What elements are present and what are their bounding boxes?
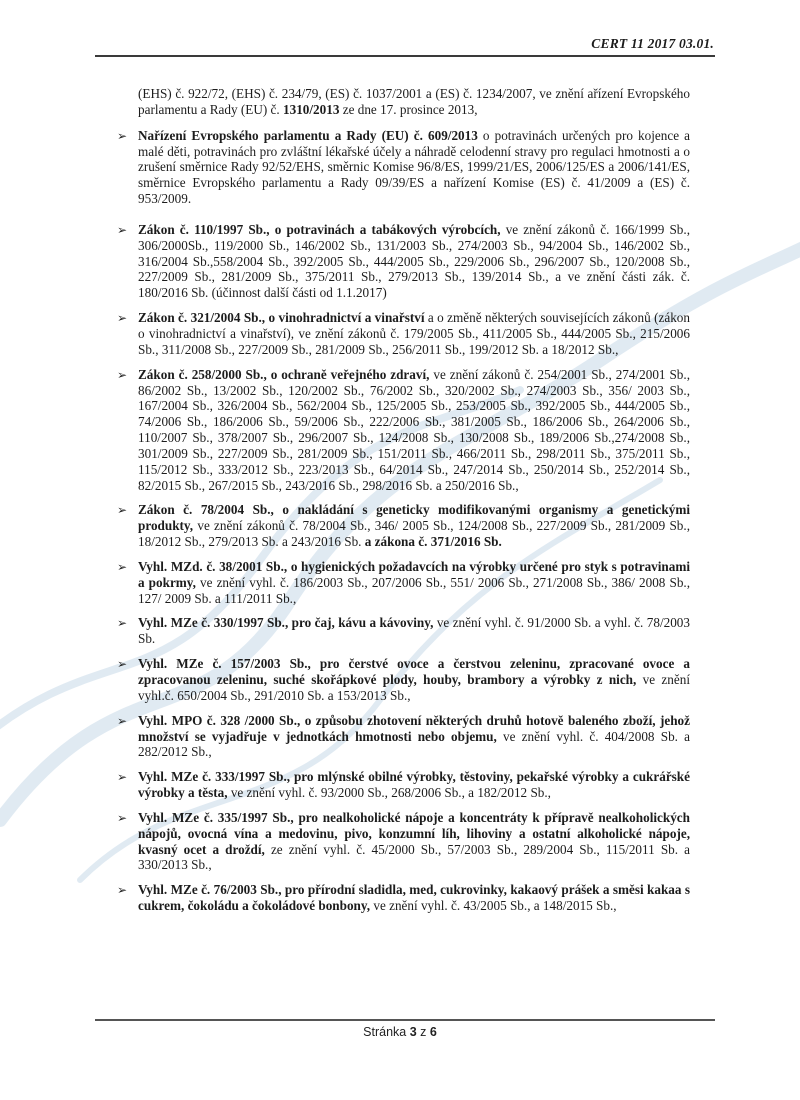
list-item xyxy=(117,310,690,358)
footer-divider xyxy=(95,1019,715,1021)
bullet-arrow-icon: ➢ xyxy=(117,222,128,237)
text-run: ve znění zákonů č. 166/1999 Sb., 306/2000Sb., 119/2000 Sb., 146/2002 Sb., 131/2003 Sb., 274/2003 Sb., 94/2004 Sb., 146/2002 Sb., 316/2004 Sb.,558/2004 Sb., 392/2005 Sb., 444/2005 Sb., 229/2006 Sb., 296/2007 Sb., 120/2008 Sb., 227/2009 Sb., 281/2009 Sb., 375/2011 Sb., 279/2013 Sb., 139/2014 Sb., a ve znění části zák. č. 180/2016 Sb. (účinnost další části od 1.1.2017) xyxy=(138,221,690,301)
bullet-arrow-icon: ➢ xyxy=(117,713,128,728)
bold-text-run: a zákona č. 371/2016 Sb. xyxy=(364,534,502,550)
header-divider xyxy=(95,55,715,57)
list-item-text xyxy=(138,367,690,494)
bold-text-run: Zákon č. 78/2004 Sb., o nakládání s geneticky modifikovanými organismy a genetickými produkty, xyxy=(138,502,690,534)
text-run: ve znění vyhl. č. 43/2005 Sb., a 148/2015 Sb., xyxy=(370,898,617,914)
list-item-text xyxy=(138,769,690,801)
text-run: a o změně některých souvisejících zákonů (zákon o vinohradnictví a vinařství), ve znění zákonů č. 179/2005 Sb., 411/2005 Sb., 444/2005 Sb., 215/2006 Sb., 311/2008 Sb., 227/2009 Sb., 281/2009 Sb., 256/2011 Sb., 199/2012 Sb. a 18/2012 Sb., xyxy=(138,310,690,357)
bold-text-run: Zákon č. 258/2000 Sb., o ochraně veřejného zdraví, xyxy=(138,366,430,382)
text-run: ve znění vyhl. č. 91/2000 Sb. a vyhl. č. 78/2003 Sb. xyxy=(138,615,690,647)
list-item xyxy=(117,713,690,761)
bold-text-run: Vyhl. MZe č. 335/1997 Sb., pro nealkoholické nápoje a koncentráty k přípravě nealkoholických nápojů, ovocná vína a medovinu, pivo, konzumní líh, lihoviny a ostatní alkoholické nápoje, kvasný ocet a droždí, xyxy=(138,809,690,857)
bold-text-run: 1310/2013 xyxy=(283,101,340,117)
bullet-arrow-icon: ➢ xyxy=(117,559,128,574)
list-item-text xyxy=(138,128,690,207)
bold-text-run: Zákon č. 321/2004 Sb., o vinohradnictví a vinařství xyxy=(138,310,425,326)
intro-paragraph-text xyxy=(138,86,690,117)
list-item-text xyxy=(138,615,690,647)
header-reference: CERT 11 2017 03.01. xyxy=(591,36,714,51)
text-run: ze dne 17. prosince 2013, xyxy=(339,101,478,117)
list-item-text xyxy=(138,810,690,873)
bold-text-run: Vyhl. MZe č. 157/2003 Sb., pro čerstvé ovoce a čerstvou zeleninu, zpracované ovoce a zpracovanou zeleninu, suché skořápkové plody, houby, brambory a výrobky z nich, xyxy=(138,656,690,687)
list-item-text xyxy=(138,222,690,301)
list-item xyxy=(117,769,690,801)
list-item-text xyxy=(138,882,690,914)
list-item-text xyxy=(138,502,690,550)
bullet-arrow-icon: ➢ xyxy=(117,770,128,785)
text-run: ve znění zákonů č. 78/2004 Sb., 346/ 2005 Sb., 124/2008 Sb., 227/2009 Sb., 281/2009 Sb., 18/2012 Sb., 279/2013 Sb. a 243/2016 Sb. xyxy=(138,518,690,550)
list-item xyxy=(117,222,690,301)
list-item-text xyxy=(138,559,690,607)
bold-text-run: Nařízení Evropského parlamentu a Rady (EU) č. 609/2013 xyxy=(138,127,478,143)
text-run: ve znění vyhl. č. 186/2003 Sb., 207/2006 Sb., 551/ 2006 Sb., 271/2008 Sb., 386/ 2008 Sb., 127/ 2009 Sb. a 111/2011 Sb., xyxy=(138,574,691,606)
bullet-arrow-icon: ➢ xyxy=(117,503,128,518)
bold-text-run: Vyhl. MZe č. 76/2003 Sb., pro přírodní sladidla, med, cukrovinky, kakaový prášek a směsi kakaa s cukrem, čokoládu a čokoládové bonbony, xyxy=(138,882,690,914)
bullet-arrow-icon: ➢ xyxy=(117,810,128,825)
bold-text-run: Vyhl. MZe č. 330/1997 Sb., pro čaj, kávu a kávoviny, xyxy=(138,615,434,631)
list-item xyxy=(117,367,690,494)
text-run: ve znění vyhl.č. 650/2004 Sb., 291/2010 Sb. a 153/2013 Sb., xyxy=(138,672,690,703)
document-content xyxy=(117,86,690,923)
list-item xyxy=(117,559,690,607)
list-item xyxy=(117,615,690,647)
list-item xyxy=(117,128,690,207)
bold-text-run: Zákon č. 110/1997 Sb., o potravinách a tabákových výrobcích, xyxy=(138,221,501,237)
list-item-text xyxy=(138,713,690,761)
bullet-list xyxy=(117,128,690,914)
list-item xyxy=(117,882,690,914)
bold-text-run: Vyhl. MPO č. 328 /2000 Sb., o způsobu zhotovení některých druhů hotově baleného zboží, jehož množství se vyjadřuje v jednotkách hmotnosti nebo objemu, xyxy=(138,712,690,744)
text-run: ve znění vyhl. č. 404/2008 Sb. a 282/2012 Sb., xyxy=(138,728,691,760)
bullet-arrow-icon: ➢ xyxy=(117,367,128,382)
list-item xyxy=(117,810,690,873)
page-number-total: 6 xyxy=(429,1025,437,1039)
page-number-of: z xyxy=(420,1025,427,1039)
intro-paragraph xyxy=(117,86,690,118)
bullet-arrow-icon: ➢ xyxy=(117,616,128,631)
page-number-label: Stránka xyxy=(363,1025,407,1039)
bullet-arrow-icon: ➢ xyxy=(117,883,128,898)
bold-text-run: Vyhl. MZd. č. 38/2001 Sb., o hygienických požadavcích na výrobky určené pro styk s potravinami a pokrmy, xyxy=(138,558,690,590)
text-run: ze znění vyhl. č. 45/2000 Sb., 57/2003 Sb., 289/2004 Sb., 115/2011 Sb. a 330/2013 Sb., xyxy=(138,841,690,873)
list-item-text xyxy=(138,310,690,358)
bullet-arrow-icon: ➢ xyxy=(117,657,128,672)
list-item xyxy=(117,656,690,704)
page-number xyxy=(0,1025,800,1039)
text-run: (EHS) č. 922/72, (EHS) č. 234/79, (ES) č. 1037/2001 a (ES) č. 1234/2007, ve znění ařízení Evropského parlamentu a Rady (EU) č. xyxy=(138,86,690,117)
list-item xyxy=(117,502,690,550)
text-run: ve znění vyhl. č. 93/2000 Sb., 268/2006 Sb., a 182/2012 Sb., xyxy=(227,785,551,801)
page-number-current: 3 xyxy=(409,1025,417,1039)
bold-text-run: Vyhl. MZe č. 333/1997 Sb., pro mlýnské obilné výrobky, těstoviny, pekařské výrobky a cukrářské výrobky a těsta, xyxy=(138,769,690,801)
text-run: ve znění zákonů č. 254/2001 Sb., 274/2001 Sb., 86/2002 Sb., 13/2002 Sb., 120/2002 Sb., 76/2002 Sb., 320/2002 Sb., 274/2003 Sb., 356/ 2003 Sb., 167/2004 Sb., 326/2004 Sb., 562/2004 Sb., 125/2005 Sb., 253/2005 Sb., 392/2005 Sb., 444/2005 Sb., 74/2006 Sb., 186/2006 Sb., 59/2006 Sb., 222/2006 Sb., 381/2005 Sb., 186/2006 Sb., 264/2006 Sb., 110/2007 Sb., 378/2007 Sb., 296/2007 Sb., 124/2008 Sb., 130/2008 Sb., 189/2006 Sb.,274/2008 Sb., 301/2009 Sb., 227/2009 Sb., 281/2009 Sb., 151/2011 Sb., 466/2011 Sb., 298/2011 Sb., 375/2011 Sb., 115/2012 Sb., 333/2012 Sb., 223/2013 Sb., 64/2014 Sb., 247/2014 Sb., 250/2014 Sb., 252/2014 Sb., 82/2015 Sb., 267/2015 Sb., 243/2016 Sb., 298/2016 Sb. a 250/2016 Sb., xyxy=(138,366,690,493)
text-run: o potravinách určených pro kojence a malé děti, potravinách pro zvláštní lékařské účely a náhradě celodenní stravy pro regulaci hmotnosti a o zrušení směrnice Rady 92/52/EHS, směrnic Komise 96/8/ES, 1999/21/ES, 2006/125/ES a 2006/141/ES, směrnice Evropského parlamentu a Rady 09/39/ES a nařízení Komise (ES) č. 41/2009 a (ES) č. 953/2009. xyxy=(138,127,690,207)
bullet-arrow-icon: ➢ xyxy=(117,128,128,143)
list-item-text xyxy=(138,656,690,704)
bullet-arrow-icon: ➢ xyxy=(117,311,128,326)
